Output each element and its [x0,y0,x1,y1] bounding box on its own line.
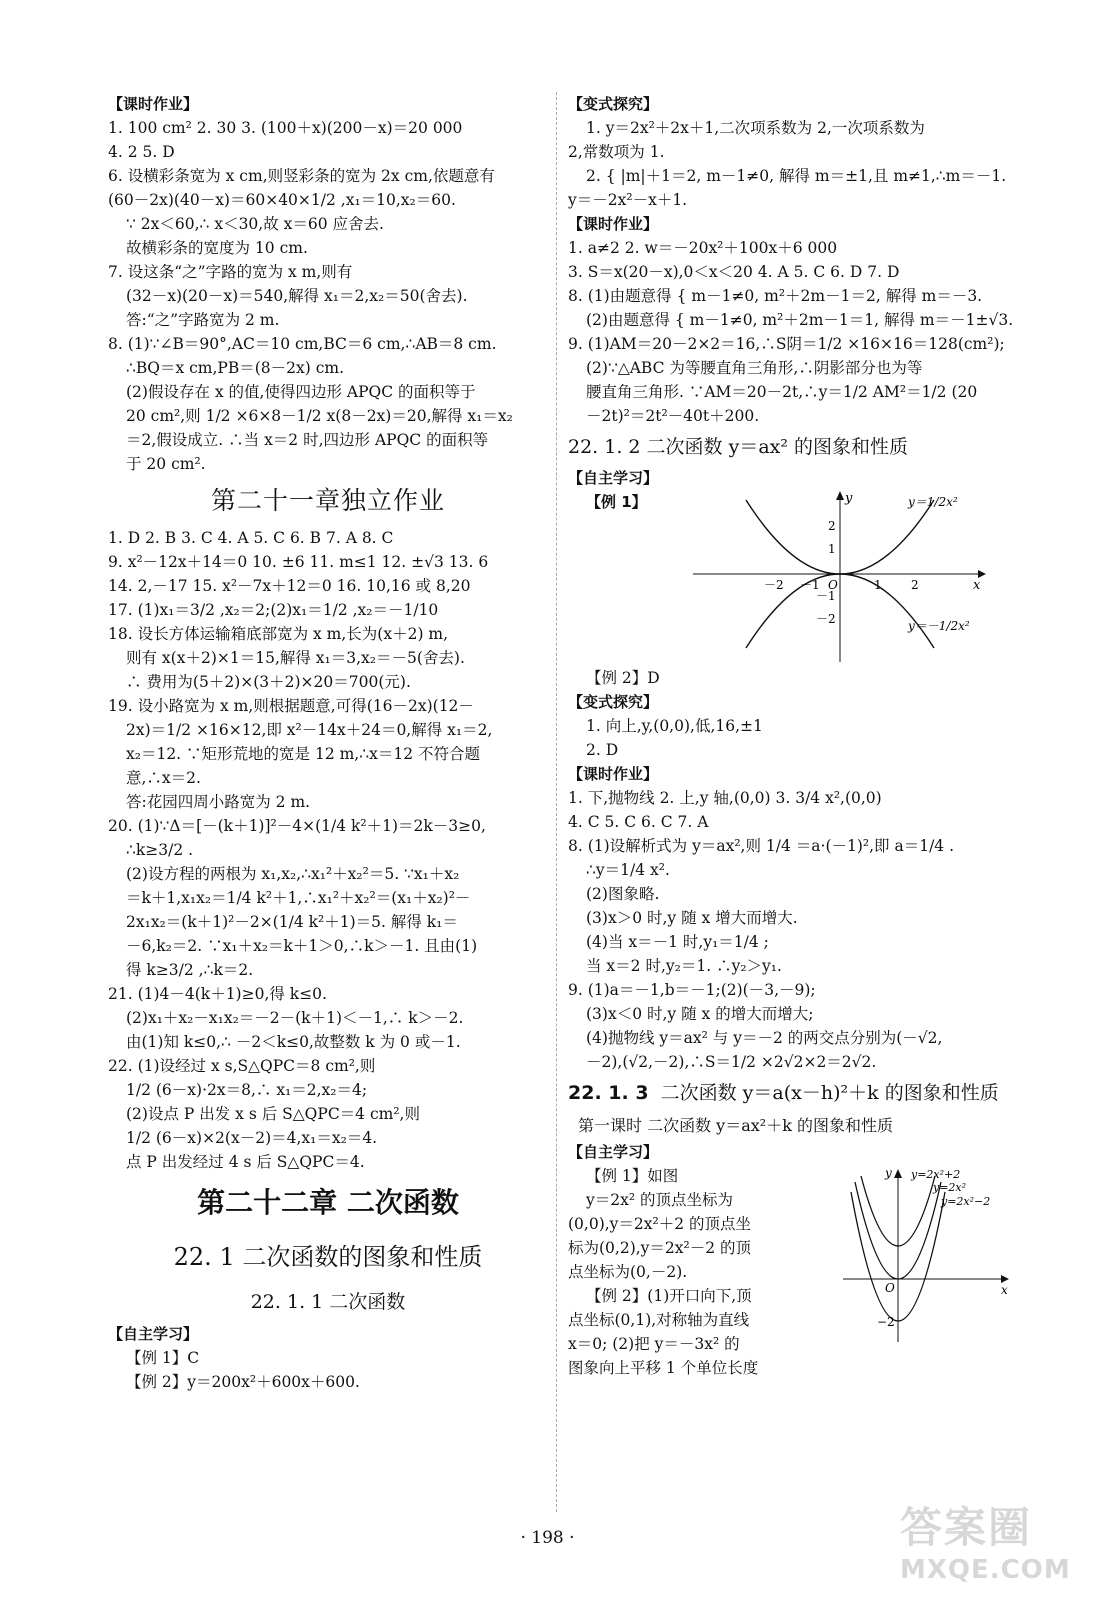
text-line: 8. (1)由题意得 { m－1≠0, m²＋2m－1＝2, 解得 m＝－3. [568,287,983,305]
y-axis-arrow-icon [894,1169,902,1178]
text-line: 1. 下,抛物线 2. 上,y 轴,(0,0) 3. 3/4 x²,(0,0) [568,789,882,807]
x-tick-label: －1 [800,578,820,592]
text-line: 点 P 出发经过 4 s 后 S△QPC＝4. [126,1153,365,1171]
curve-label: y=2x²+2 [911,1168,961,1181]
origin-label: O [828,578,838,592]
x-axis-label: x [973,578,981,593]
text-line: 【例 1】C [126,1349,200,1367]
text-line: －2),(√2,－2),∴S＝1/2 ×2√2×2＝2√2. [586,1053,877,1071]
text-line: ＝k＋1,x₁x₂＝1/4 k²＋1,∴x₁²＋x₂²＝(x₁＋x₂)²－ [126,889,471,907]
text-line: 6. 设横彩条宽为 x cm,则竖彩条的宽为 2x cm,依题意有 [108,167,495,185]
text-line: 当 x＝2 时,y₂＝1. ∴y₂＞y₁. [586,957,782,975]
text-line: －6,k₂＝2. ∵x₁＋x₂＝k＋1＞0,∴k＞－1. 且由(1) [126,937,478,955]
text-line: (32－x)(20－x)＝540,解得 x₁＝2,x₂＝50(舍去). [126,287,468,305]
chapter-21-title: 第二十一章独立作业 [210,486,445,515]
example-figure-2 [568,1164,1028,1377]
section-22-1-3-title [568,1074,1028,1112]
y-tick-label: 2 [828,519,836,533]
text-line: 9. x²－12x＋14＝0 10. ±6 11. m≤1 12. ±√3 13. 6 [108,553,489,571]
example-1-figure [568,490,1028,666]
example-1-label: 【例 1】 [586,493,647,511]
section-22-1-title: 22. 1 二次函数的图象和性质 [173,1243,483,1271]
y-axis-arrow-icon [836,491,844,500]
text-line: 【例 2】D [586,669,660,687]
text-line: (2)由题意得 { m－1≠0, m²＋2m－1＝1, 解得 m＝－1±√3. [586,311,1014,329]
section-text: 二次函数 y＝a(x－h)²＋k 的图象和性质 [660,1082,999,1104]
text-line: 则有 x(x＋2)×1＝15,解得 x₁＝3,x₂＝－5(舍去). [126,649,465,667]
text-line: ∴y＝1/4 x². [586,861,670,879]
text-line: 1. a≠2 2. w＝－20x²＋100x＋6 000 [568,239,838,257]
text-line: 4. 2 5. D [108,143,175,161]
parabola-graph-1 [688,490,988,666]
page-number: · 198 · [520,1528,575,1548]
text-line: 3. S＝x(20－x),0＜x＜20 4. A 5. C 6. D 7. D [568,263,900,281]
text-line: 点坐标为(0,－2). [568,1263,688,1281]
text-line: 2,常数项为 1. [568,143,665,161]
lesson-1-title: 第一课时 二次函数 y＝ax²＋k 的图象和性质 [578,1116,893,1135]
curve-label: y=2x²−2 [941,1195,991,1208]
text-line: (4)当 x＝－1 时,y₁＝1/4 ; [586,933,769,951]
text-line: 18. 设长方体运输箱底部宽为 x m,长为(x＋2) m, [108,625,449,643]
section-header-variant: 【变式探究】 [568,693,659,711]
text-line: 标为(0,2),y＝2x²－2 的顶 [568,1239,752,1257]
text-line: 2. { |m|＋1＝2, m－1≠0, 解得 m＝±1,且 m≠1,∴m＝－1. [586,167,1007,185]
text-line: (2)设点 P 出发 x s 后 S△QPC＝4 cm²,则 [126,1105,420,1123]
text-line: 由(1)知 k≤0,∴ －2＜k≤0,故整数 k 为 0 或－1. [126,1033,461,1051]
y-tick-label: −2 [877,1315,895,1329]
text-line: 9. (1)a＝－1,b＝－1;(2)(－3,－9); [568,981,816,999]
y-tick-label: 1 [828,542,836,556]
text-line: 4. C 5. C 6. C 7. A [568,813,709,831]
text-line: 1/2 (6－x)·2x＝8,∴ x₁＝2,x₂＝4; [126,1081,368,1099]
text-line: 14. 2,－17 15. x²－7x＋12＝0 16. 10,16 或 8,20 [108,577,471,595]
text-line: (4)抛物线 y＝ax² 与 y＝－2 的两交点分别为(－√2, [586,1029,943,1047]
text-line: 于 20 cm². [126,455,206,473]
section-number: 22. 1. 3 [568,1082,649,1104]
text-line: 图象向上平移 1 个单位长度 [568,1359,759,1377]
section-header-homework: 【课时作业】 [568,765,659,783]
text-line: 19. 设小路宽为 x m,则根据题意,可得(16－2x)(12－ [108,697,474,715]
text-line: 1. 100 cm² 2. 30 3. (100＋x)(200－x)＝20 000 [108,119,463,137]
x-axis-label: x [1001,1283,1008,1297]
text-line: (2)假设存在 x 的值,使得四边形 APQC 的面积等于 [126,383,476,401]
text-line: 【例 2】y＝200x²＋600x＋600. [126,1373,360,1391]
text-line: 21. (1)4－4(k＋1)≥0,得 k≤0. [108,985,327,1003]
text-line: 得 k≥3/2 ,∴k＝2. [126,961,254,979]
section-header-self-study: 【自主学习】 [568,469,659,487]
text-line: (60－2x)(40－x)＝60×40×1/2 ,x₁＝10,x₂＝60. [108,191,456,209]
section-header-homework: 【课时作业】 [108,95,199,113]
text-line: 意,∴x＝2. [126,769,201,787]
text-line: 答:花园四周小路宽为 2 m. [126,793,311,811]
text-line: ∵ 2x＜60,∴ x＜30,故 x＝60 应舍去. [126,215,384,233]
curve-label: y=2x² [933,1181,967,1194]
x-axis-arrow-icon [978,570,986,578]
text-line: 8. (1)设解析式为 y＝ax²,则 1/4 ＝a·(－1)²,即 a＝1/4 . [568,837,955,855]
section-header-self-study: 【自主学习】 [108,1325,199,1343]
text-line: －2t)²＝2t²－40t＋200. [586,407,760,425]
text-line: 20. (1)∵Δ＝[－(k＋1)]²－4×(1/4 k²＋1)＝2k－3≥0, [108,817,486,835]
left-column [108,92,548,1394]
text-line: (2)设方程的两根为 x₁,x₂,∴x₁²＋x₂²＝5. ∵x₁＋x₂ [126,865,460,883]
text-line: 2x₁x₂＝(k＋1)²－2×(1/4 k²＋1)＝5. 解得 k₁＝ [126,913,458,931]
text-line: 2x)＝1/2 ×16×12,即 x²－14x＋24＝0,解得 x₁＝2, [126,721,493,739]
text-line: 【例 2】(1)开口向下,顶 [586,1287,752,1305]
text-line: (3)x＞0 时,y 随 x 增大而增大. [586,909,798,927]
text-line: 故横彩条的宽度为 10 cm. [126,239,308,257]
text-line: x＝0; (2)把 y＝－3x² 的 [568,1335,740,1353]
text-line: 9. (1)AM＝20－2×2＝16,∴S阴＝1/2 ×16×16＝128(cm²); [568,335,1005,353]
text-line: 点坐标(0,1),对称轴为直线 [568,1311,750,1329]
text-line: 2. D [586,741,619,759]
text-line: y＝2x² 的顶点坐标为 [586,1191,734,1209]
text-line: 腰直角三角形. ∵AM＝20－2t,∴y＝1/2 AM²＝1/2 (20 [586,383,978,401]
watermark [900,1495,1080,1590]
y-axis-label: y [845,491,853,506]
text-line: (2)∵△ABC 为等腰直角三角形,∴阴影部分也为等 [586,359,923,377]
section-header-homework: 【课时作业】 [568,215,659,233]
text-line: 17. (1)x₁＝3/2 ,x₂＝2;(2)x₁＝1/2 ,x₂＝－1/10 [108,601,439,619]
lesson-1-text [568,1164,818,1380]
y-axis-label: y [885,1166,892,1180]
text-line: 7. 设这条“之”字路的宽为 x m,则有 [108,263,353,281]
text-line: ∴k≥3/2 . [126,841,194,859]
curve-lower-label: y＝－1/2x² [908,619,970,633]
text-line: 1. 向上,y,(0,0),低,16,±1 [586,717,763,735]
chapter-22-title: 第二十二章 二次函数 [197,1186,459,1219]
text-line: 【例 1】如图 [586,1167,679,1185]
curve-upper-label: y＝1/2x² [908,495,958,509]
origin-label: O [885,1281,895,1295]
text-line: (2)图象略. [586,885,660,903]
text-line: (2)x₁＋x₂－x₁x₂＝－2－(k＋1)＜－1,∴ k＞－2. [126,1009,464,1027]
text-line: x₂＝12. ∵矩形荒地的宽是 12 m,∴x＝12 不符合题 [126,745,480,763]
text-line: (0,0),y＝2x²＋2 的顶点坐 [568,1215,752,1233]
x-tick-label: 2 [911,578,919,592]
y-tick-label: －2 [816,612,836,626]
right-column [568,92,1028,1377]
text-line: 20 cm²,则 1/2 ×6×8－1/2 x(8－2x)＝20,解得 x₁＝x₂ [126,407,513,425]
section-22-1-1-title: 22. 1. 1 二次函数 [250,1291,406,1313]
section-header-self-study: 【自主学习】 [568,1143,659,1161]
watermark-logo: 答案圈 [900,1503,1033,1552]
text-line: ∴ 费用为(5＋2)×(3＋2)×20＝700(元). [126,673,411,691]
text-line: 22. (1)设经过 x s,S△QPC＝8 cm²,则 [108,1057,376,1075]
y-tick-label: －1 [816,589,836,603]
text-line: y＝－2x²－x＋1. [568,191,688,209]
x-tick-label: －2 [764,578,784,592]
text-line: 1/2 (6－x)×2(x－2)＝4,x₁＝x₂＝4. [126,1129,378,1147]
section-22-1-2-title: 22. 1. 2 二次函数 y＝ax² 的图象和性质 [568,436,909,458]
parabola-graph-2 [823,1164,1018,1349]
text-line: ＝2,假设成立. ∴当 x＝2 时,四边形 APQC 的面积等 [126,431,489,449]
text-line: 1. D 2. B 3. C 4. A 5. C 6. B 7. A 8. C [108,529,394,547]
x-tick-label: 1 [874,578,882,592]
text-line: ∴BQ＝x cm,PB＝(8－2x) cm. [126,359,345,377]
text-line: 8. (1)∵∠B＝90°,AC＝10 cm,BC＝6 cm,∴AB＝8 cm. [108,335,497,353]
x-axis-arrow-icon [1001,1275,1009,1283]
section-header-variant: 【变式探究】 [568,95,659,113]
text-line: (3)x＜0 时,y 随 x 的增大而增大; [586,1005,814,1023]
text-line: 答:“之”字路宽为 2 m. [126,311,280,329]
column-divider [556,92,557,1512]
text-line: 1. y＝2x²＋2x＋1,二次项系数为 2,一次项系数为 [586,119,925,137]
watermark-site: MXQE.COM [900,1555,1071,1585]
